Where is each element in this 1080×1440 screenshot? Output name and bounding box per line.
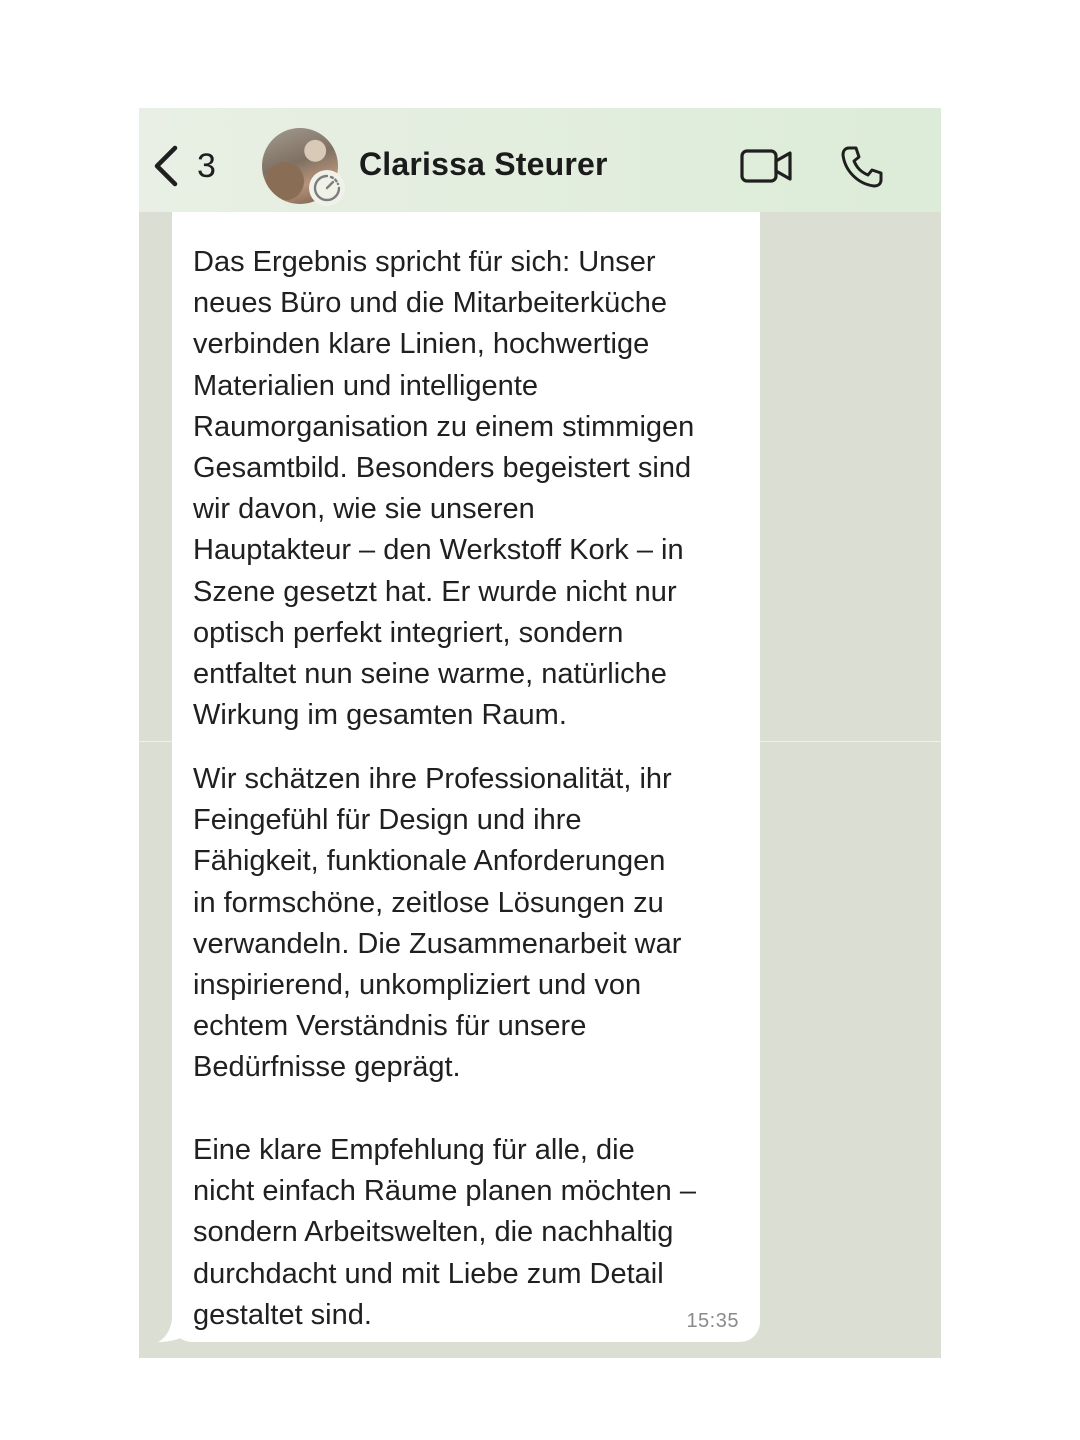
video-camera-icon [739, 173, 795, 190]
back-button[interactable] [153, 142, 216, 190]
phone-icon [839, 177, 885, 194]
voice-call-button[interactable] [839, 144, 885, 190]
message-bubble[interactable] [172, 212, 760, 1342]
message-paragraph: Wir schätzen ihre Professionalität, ihr Feingefühl für Design und ihre Fähigkeit, funktionale Anforderungen in formschöne, zeitlose Lösungen zu verwandeln. Die Zusammenarbeit war inspirierend, unkompliziert und von echtem Verständnis für unsere Bedürfnisse geprägt. [193, 763, 682, 1084]
video-call-button[interactable] [739, 146, 795, 186]
status-timer-icon [309, 170, 345, 206]
message-paragraph: Das Ergebnis spricht für sich: Unser neues Büro und die Mitarbeiterküche verbinden klare Linien, hochwertige Materialien und intelligente Raumorganisation zu einem stimmigen Gesamtbild. Besonders begeistert sind wir davon, wie sie unseren Hauptakteur – den Werkstoff Kork – in Szene gesetzt hat. Er wurde nicht nur optisch perfekt integriert, sondern entfaltet nun seine warme, natürliche Wirkung im gesamten Raum. [193, 246, 695, 732]
message-paragraph: Eine klare Empfehlung für alle, die nicht einfach Räume planen möchten – sondern Arbeitswelten, die nachhaltig durchdacht und mit Liebe zum Detail gestaltet sind. [193, 1134, 696, 1331]
contact-name[interactable]: Clarissa Steurer [359, 146, 608, 182]
chat-header [139, 108, 941, 212]
chevron-left-icon [153, 145, 179, 187]
chat-screen [139, 108, 941, 1358]
message-timestamp: 15:35 [686, 1310, 739, 1332]
unread-count: 3 [197, 146, 216, 185]
